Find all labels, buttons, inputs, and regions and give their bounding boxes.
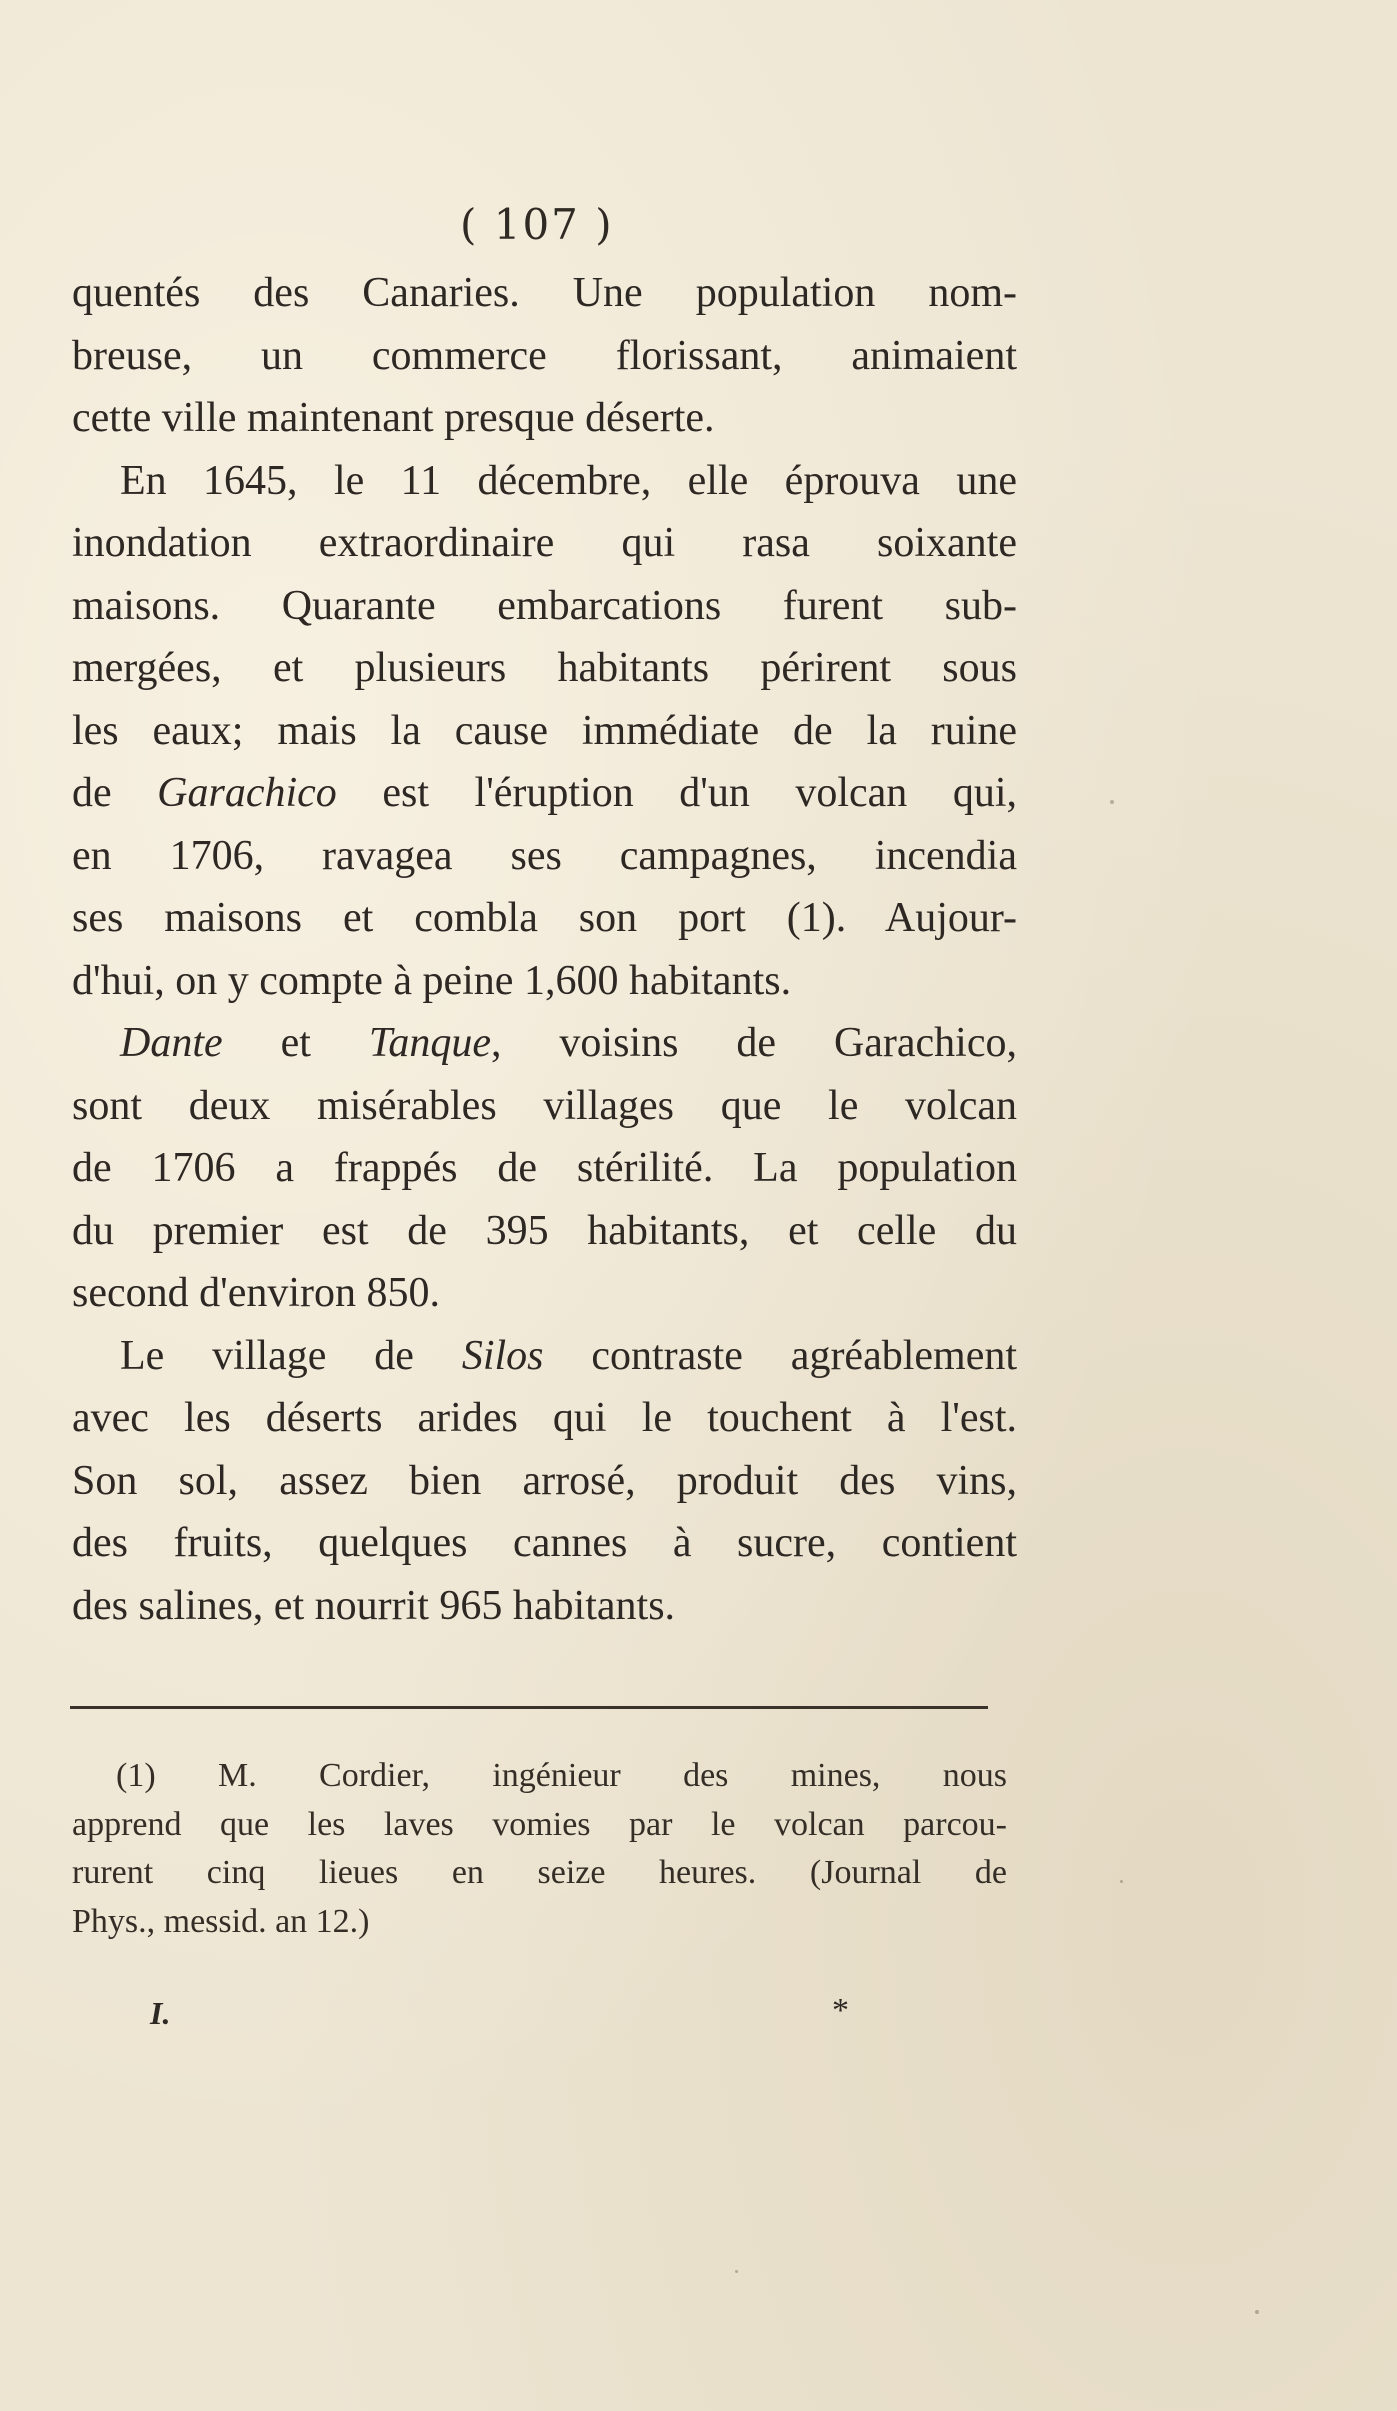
body-line: avec les déserts arides qui le touchent à l'est. xyxy=(72,1395,1017,1441)
body-line: du premier est de 395 habitants, et celle du xyxy=(72,1207,1017,1254)
footnote-divider xyxy=(70,1706,988,1709)
footnote-line: rurent cinq lieues en seize heures. (Journal de xyxy=(72,1854,1007,1891)
page-number: ( 107 ) xyxy=(460,200,614,249)
footnote-line: Phys., messid. an 12.) xyxy=(72,1902,370,1940)
footnote-line: apprend que les laves vomies par le volcan parcou- xyxy=(72,1805,1007,1843)
body-line: d'hui, on y compte à peine 1,600 habitants. xyxy=(72,957,792,1004)
paper-speck xyxy=(1120,1880,1123,1883)
body-line: En 1645, le 11 décembre, elle éprouva une xyxy=(120,457,1017,504)
body-line: inondation extraordinaire qui rasa soixante xyxy=(72,520,1017,566)
body-line: second d'environ 850. xyxy=(72,1270,440,1316)
body-line: ses maisons et combla son port (1). Aujour- xyxy=(72,895,1017,941)
body-line: cette ville maintenant presque déserte. xyxy=(72,395,715,441)
body-line: quentés des Canaries. Une population nom- xyxy=(72,270,1017,316)
footnote-line: (1) M. Cordier, ingénieur des mines, nous xyxy=(116,1757,1007,1794)
body-line: des salines, et nourrit 965 habitants. xyxy=(72,1582,676,1629)
body-line: Son sol, assez bien arrosé, produit des vins, xyxy=(72,1457,1017,1504)
body-line: de 1706 a frappés de stérilité. La population xyxy=(72,1145,1017,1191)
body-line: de Garachico est l'éruption d'un volcan qui, xyxy=(72,770,1017,816)
body-line: mergées, et plusieurs habitants périrent sous xyxy=(72,645,1017,691)
body-line: les eaux; mais la cause immédiate de la ruine xyxy=(72,707,1017,754)
body-line: Le village de Silos contraste agréablement xyxy=(120,1332,1018,1379)
body-line: maisons. Quarante embarcations furent sub- xyxy=(72,582,1017,629)
signature-mark: I. xyxy=(150,1995,171,2031)
paper-speck xyxy=(1255,2310,1259,2314)
body-text xyxy=(72,262,1017,1637)
paper-speck xyxy=(1110,800,1114,804)
star-mark: * xyxy=(832,1992,849,2029)
body-line: breuse, un commerce florissant, animaient xyxy=(72,332,1017,379)
body-line: Dante et Tanque, voisins de Garachico, xyxy=(120,1020,1017,1066)
body-line: des fruits, quelques cannes à sucre, contient xyxy=(72,1520,1017,1566)
paper-speck xyxy=(735,2270,738,2273)
body-line: en 1706, ravagea ses campagnes, incendia xyxy=(72,832,1017,879)
footnote xyxy=(72,1752,1007,1946)
body-line: sont deux misérables villages que le volcan xyxy=(72,1082,1017,1129)
